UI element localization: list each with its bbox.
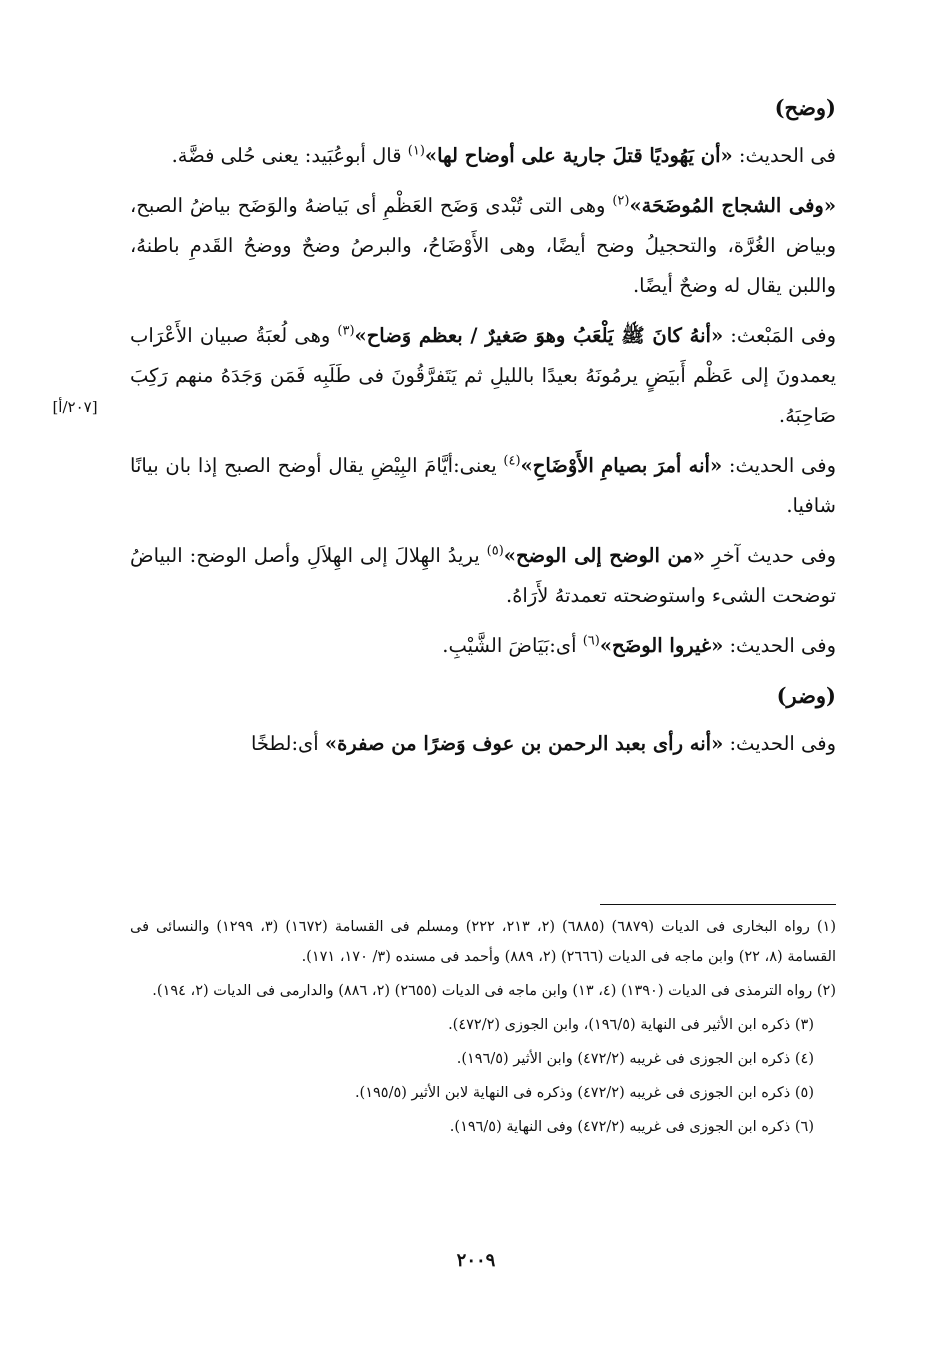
paragraph-text: وهى لُعبَةُ صبيان الأَعْرَاب يعمدونَ إلى عَظْم أَبيَضٍ يرمُونَهُ بعيدًا بالليلِ ثم يَتَفرَّقُونَ فى طَلَبِه فَمَن وَجَدَهُ منهم رَكِبَ صَاحِبَهُ. — [130, 324, 836, 427]
footnote-1: (١) رواه البخارى فى الديات (٦٨٧٩) (٦٨٨٥) (٢، ٢١٣، ٢٢٢) ومسلم فى القسامة (١٦٧٢) (٣، ١٢٩٩) والنسائى فى القسامة (٨، ٢٢) وابن ماجه فى الديات (٢٦٦٦) (٢، ٨٨٩) وأحمد فى مسنده (٣/ ١٧٠، ١٧١). — [130, 919, 836, 965]
paragraph-text: يريدُ الهِلالَ إلى الهِلاَلِ وأصل الوضح: البياضُ توضحت الشىء واستوضحته تعمدتهُ لأَرَاهُ. — [130, 544, 836, 607]
footnote-5: (٥) ذكره ابن الجوزى فى غريبه (٤٧٢/٢) وذكره فى النهاية لابن الأثير (١٩٥/٥). — [354, 1085, 814, 1101]
entry-heading-wadah: (وضح) — [774, 95, 836, 120]
entry-heading-wadar: (وضر) — [776, 683, 836, 708]
quoted-hadith-text: «أنه أمرَ بصيامِ الأَوْضَاحِ» — [520, 454, 723, 477]
footnote-reference: (٥) — [486, 543, 504, 559]
paragraph-text: وفى المَبْعث: — [723, 324, 837, 347]
paragraph — [130, 536, 836, 616]
footnote-6: (٦) ذكره ابن الجوزى فى غريبه (٤٧٢/٢) وفى النهاية (١٩٦/٥). — [449, 1119, 814, 1135]
quoted-hadith-text: «غيروا الوضَح» — [599, 634, 724, 657]
paragraph — [130, 186, 836, 306]
footnote-4: (٤) ذكره ابن الجوزى فى غريبه (٤٧٢/٢) وابن الأثير (١٩٦/٥). — [456, 1051, 814, 1067]
paragraph-text: وفى الحديث: — [722, 454, 836, 477]
page-number: ٢٠٠٩ — [456, 1250, 496, 1271]
paragraph — [130, 626, 836, 666]
paragraph — [130, 446, 836, 526]
paragraph-text: وهى التى تُبْدى وَضَح العَظْمِ أى بَياضهُ والوَضَح بياضُ الصبح، وبياض الغُرَّة، والتحجيلُ وضح أيضًا، وهى الأَوْضَاحُ، والبرصُ وضحٌ ووضحُ القَدمِ باطنهُ، واللبن يقال له وضحٌ أيضًا. — [130, 194, 836, 297]
footnote-divider — [600, 904, 836, 905]
paragraph-text: أى:بَيَاضَ الشَّيْبِ. — [442, 634, 583, 657]
paragraph-text: أى:لطخًا — [250, 732, 325, 755]
quoted-hadith-text: «من الوضح إلى الوضح» — [503, 544, 705, 567]
entry-wadah-body — [130, 136, 836, 666]
paragraph-text: وفى حديث آخرِ — [704, 544, 836, 567]
paragraph — [130, 724, 836, 764]
footnote-reference: (٢) — [612, 193, 630, 209]
quoted-hadith-text: «وفى الشجاج المُوضَحَة» — [629, 194, 837, 217]
quoted-hadith-text: «أن يَهُوديًا قتلَ جارية على أوضاح لها» — [424, 144, 733, 167]
footnote-2: (٢) رواه الترمذى فى الديات (١٣٩٠) (٤، ١٣) وابن ماجه فى الديات (٢٦٥٥) (٢، ٨٨٦) والدارمى فى الديات (٢، ١٩٤). — [152, 983, 836, 999]
footnote-reference: (٤) — [503, 453, 521, 469]
footnote-reference: (٣) — [337, 323, 355, 339]
paragraph — [130, 136, 836, 176]
paragraph-text: قال أبوعُبَيد: يعنى حُلى فضَّة. — [171, 144, 408, 167]
main-text — [130, 88, 836, 774]
footnotes — [130, 912, 836, 1146]
quoted-hadith-text: «أنه رأى بعبد الرحمن بن عوف وَضرًا من صفرة» — [324, 732, 724, 755]
paragraph-text: وفى الحديث: — [723, 634, 836, 657]
paragraph — [130, 316, 836, 436]
margin-manuscript-reference: [٢٠٧/أ] — [52, 398, 98, 416]
paragraph-text: فى الحديث: — [732, 144, 836, 167]
footnote-3: (٣) ذكره ابن الأثير فى النهاية (١٩٦/٥)، وابن الجوزى (٤٧٢/٢). — [448, 1017, 814, 1033]
paragraph-text: يعنى:أيَّامَ البِيْضِ يقال أوضح الصبح إذا بان بيانًا شافيا. — [130, 454, 836, 517]
paragraph-text: وفى الحديث: — [723, 732, 836, 755]
entry-wadar-body — [130, 724, 836, 764]
quoted-hadith-text: «أنهُ كانَ ﷺ يَلْعَبُ وهوَ صَغيرٌ / بعظم وَضاح» — [354, 324, 724, 347]
footnote-reference: (٦) — [582, 633, 600, 649]
footnote-reference: (١) — [407, 143, 425, 159]
